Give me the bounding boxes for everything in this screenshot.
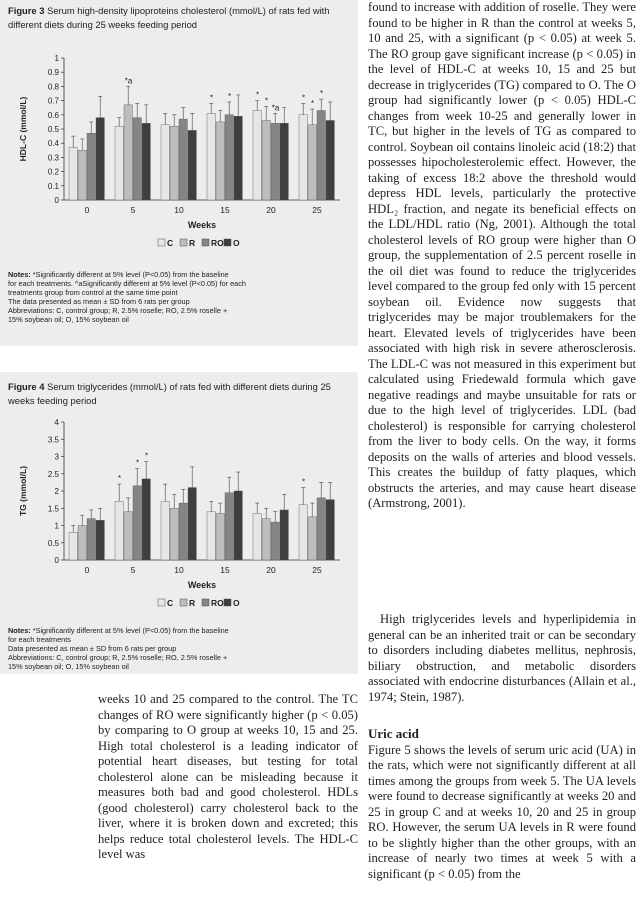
figure-3-note-line: The data presented as mean ± SD from 6 rats per group bbox=[8, 297, 190, 306]
y-tick-label: 0.3 bbox=[47, 153, 59, 163]
figure-4-caption bbox=[8, 380, 352, 408]
significance-marker: * bbox=[264, 96, 269, 106]
legend-swatch-c bbox=[158, 239, 165, 246]
y-tick-label: 1.5 bbox=[47, 504, 59, 514]
bar-ro bbox=[87, 519, 95, 560]
significance-marker: * bbox=[301, 93, 306, 103]
y-tick-label: 0.1 bbox=[47, 181, 59, 191]
bar-r bbox=[78, 526, 86, 561]
bar-r bbox=[170, 126, 178, 200]
significance-marker: * bbox=[310, 99, 315, 109]
x-tick-label: 10 bbox=[174, 205, 184, 215]
legend-swatch-c bbox=[158, 599, 165, 606]
tg-chart bbox=[0, 412, 358, 624]
bar-o bbox=[96, 520, 104, 560]
bar-ro bbox=[133, 118, 141, 200]
y-tick-label: 1 bbox=[54, 521, 59, 531]
legend-label: R bbox=[189, 598, 196, 608]
bar-ro bbox=[225, 493, 233, 560]
bar-c bbox=[299, 115, 307, 200]
figure-4-note-line: Data presented as mean ± SD from 6 rats per group bbox=[8, 644, 177, 653]
bar-o bbox=[188, 488, 196, 560]
bar-r bbox=[78, 150, 86, 200]
bar-c bbox=[207, 512, 215, 560]
legend-label: RO bbox=[211, 598, 224, 608]
figure-3-caption bbox=[8, 4, 352, 32]
bar-c bbox=[69, 147, 77, 200]
body-paragraph: weeks 10 and 25 compared to the control. The TC changes of RO were significantly higher (p < 0.05) by comparing to O group at weeks 10, 15 and 25. High total cholesterol is a leading indicator of potential heart diseases, but testing for total cholesterol alone can be misleading because it measures both bad and good cholesterol. HDLs (good cholesterol) carry cholesterol back to the liver, where it is broken down and excreted; this helps reduce total cholesterol levels. The HDL-C level was bbox=[98, 692, 358, 861]
legend-swatch-ro bbox=[202, 599, 209, 606]
bar-c bbox=[253, 111, 261, 200]
x-tick-label: 25 bbox=[312, 205, 322, 215]
figure-4-label: Figure 4 bbox=[8, 381, 45, 392]
significance-marker: * bbox=[227, 92, 232, 102]
x-axis-label: Weeks bbox=[187, 220, 217, 230]
right-column-lower bbox=[368, 612, 636, 705]
significance-marker: *a bbox=[124, 76, 133, 86]
figure-3-note-line: *Significantly different at 5% level (P<0.05) from the baseline bbox=[32, 270, 229, 279]
legend-label: RO bbox=[211, 238, 224, 248]
significance-marker: * bbox=[301, 477, 306, 487]
bar-o bbox=[234, 116, 242, 200]
figure-3 bbox=[0, 0, 358, 346]
figure-4-caption-text: Serum triglycerides (mmol/L) of rats fed with different diets during 25 weeks feeding period bbox=[8, 381, 331, 406]
significance-marker: * bbox=[144, 451, 149, 461]
figure-4 bbox=[0, 372, 358, 674]
figure-3-note-line: 15% soybean oil; O, 15% soybean oil bbox=[8, 315, 129, 324]
figure-4-note-line: 15% soybean oil; O, 15% soybean oil bbox=[8, 662, 129, 671]
bar-c bbox=[299, 505, 307, 560]
figure-4-notes-label: Notes: bbox=[8, 626, 31, 635]
bar-r bbox=[262, 120, 270, 200]
figure-3-notes bbox=[8, 270, 352, 324]
x-tick-label: 5 bbox=[130, 205, 136, 215]
bar-ro bbox=[87, 133, 95, 200]
bar-ro bbox=[317, 498, 325, 560]
x-axis-label: Weeks bbox=[187, 580, 217, 590]
bar-o bbox=[280, 510, 288, 560]
bar-r bbox=[308, 125, 316, 200]
legend-label: O bbox=[233, 238, 240, 248]
bar-c bbox=[253, 513, 261, 560]
bar-c bbox=[207, 113, 215, 200]
bar-r bbox=[216, 122, 224, 200]
uric-acid-section bbox=[368, 726, 636, 882]
y-tick-label: 4 bbox=[54, 418, 59, 427]
right-column bbox=[368, 0, 636, 512]
bar-o bbox=[188, 130, 196, 200]
x-tick-label: 25 bbox=[312, 565, 322, 575]
y-tick-label: 0.6 bbox=[47, 110, 59, 120]
legend-swatch-r bbox=[180, 599, 187, 606]
y-tick-label: 0.4 bbox=[47, 139, 59, 149]
x-tick-label: 20 bbox=[266, 205, 276, 215]
y-tick-label: 2.5 bbox=[47, 469, 59, 479]
significance-marker: *a bbox=[271, 103, 280, 113]
y-tick-label: 0.8 bbox=[47, 82, 59, 92]
bar-ro bbox=[271, 522, 279, 560]
significance-marker: * bbox=[117, 474, 122, 484]
x-tick-label: 0 bbox=[84, 205, 90, 215]
bar-r bbox=[124, 512, 132, 560]
bar-c bbox=[115, 126, 123, 200]
figure-4-note-line: *Significantly different at 5% level (P<0.05) from the baseline bbox=[32, 626, 229, 635]
legend-label: R bbox=[189, 238, 196, 248]
bar-ro bbox=[179, 503, 187, 560]
bar-o bbox=[326, 120, 334, 200]
x-tick-label: 5 bbox=[130, 565, 136, 575]
x-tick-label: 0 bbox=[84, 565, 90, 575]
bar-ro bbox=[317, 111, 325, 200]
legend-swatch-o bbox=[224, 599, 231, 606]
figure-4-note-line: Abbreviations: C, control group; R, 2.5% roselle; RO, 2.5% roselle + bbox=[8, 653, 228, 662]
bar-r bbox=[308, 517, 316, 560]
y-tick-label: 3 bbox=[54, 452, 59, 462]
body-paragraph: found to increase with addition of roselle. They were found to be higher in R than the control at weeks 5, 10 and 25, with a significant (p < 0.05) at week 5. The RO group gave significant increase (p < 0.05) in the level of HDL-C at weeks 10, 15 and 25 but decrease in triglycerides (TG) compared to O. The O group had significantly lower (p < 0.05) HDL-C changes from week 10-25 and generally lower in TC, but higher in the levels of TG as compared to control. Soybean oil contains linoleic acid (18:2) that possesses hipocholesterolemic effect. However, the taking of excess 18:2 above the threshold would depress HDL levels, particularly the protective HDL₂ fraction, and negate its beneficial effects on the LDL/HDL ratio (Ng, 2001). Although the total cholesterol levels of RO group were higher than O group, the supplementation of 2.5 percent roselle in the oil diet was found to reduce the triglycerides level compared to the group fed only with 15 percent soybean oil. Evidence now suggests that triglycerides may be major troublemakers for the heart. Elevated levels of triglycerides have been associated with high risk in severe atherosclerosis. The LDL-C was not measured in this experiment but calculated using Friedewald formula which gave negative readings and maybe unsuitable for rats or due to the high level of triglycerides. LDL (bad cholesterol) is responsible for carrying cholesterol from the liver to body cells. On the way, it forms deposits on the walls of arteries and blood vessels. This creates the buildup of fatty plaques, which obstructs the arteries, and may cause heart disease (Armstrong, 2001). bbox=[368, 0, 636, 510]
figure-4-note-line: for each treatments bbox=[8, 635, 71, 644]
y-axis-label: HDL-C (mmol/L) bbox=[18, 96, 28, 162]
bar-c bbox=[161, 125, 169, 200]
legend-label: C bbox=[167, 238, 174, 248]
y-tick-label: 0.2 bbox=[47, 167, 59, 177]
section-heading: Uric acid bbox=[368, 726, 419, 741]
y-tick-label: 0.9 bbox=[47, 68, 59, 78]
y-tick-label: 2 bbox=[54, 487, 59, 496]
figure-4-notes bbox=[8, 626, 352, 671]
bar-r bbox=[124, 105, 132, 200]
significance-marker: * bbox=[319, 89, 324, 99]
bar-c bbox=[115, 501, 123, 560]
figure-3-notes-label: Notes: bbox=[8, 270, 31, 279]
figure-3-caption-text: Serum high-density lipoproteins cholesterol (mmol/L) of rats fed with different diets during 25 weeks feeding period bbox=[8, 5, 330, 30]
figure-3-note-line: treatments group from control at the same time point bbox=[8, 288, 178, 297]
bar-ro bbox=[225, 115, 233, 200]
bar-o bbox=[280, 123, 288, 200]
y-tick-label: 0.5 bbox=[47, 538, 59, 548]
legend-swatch-o bbox=[224, 239, 231, 246]
legend-label: O bbox=[233, 598, 240, 608]
legend-swatch-r bbox=[180, 239, 187, 246]
y-tick-label: 1 bbox=[54, 54, 59, 63]
significance-marker: * bbox=[209, 93, 214, 103]
significance-marker: * bbox=[135, 458, 140, 468]
x-tick-label: 10 bbox=[174, 565, 184, 575]
y-tick-label: 3.5 bbox=[47, 435, 59, 445]
figure-3-note-line: for each treatments. ^aSignificantly different at 5% level (P<0.05) for each bbox=[8, 279, 246, 288]
bar-o bbox=[142, 479, 150, 560]
bar-r bbox=[216, 513, 224, 560]
bar-o bbox=[142, 123, 150, 200]
bar-o bbox=[96, 118, 104, 200]
x-tick-label: 20 bbox=[266, 565, 276, 575]
y-tick-label: 0.5 bbox=[47, 125, 59, 134]
bar-c bbox=[161, 501, 169, 560]
body-paragraph: Figure 5 shows the levels of serum uric acid (UA) in the rats, which were not significantly different at all times among the groups from week 5. The UA levels were found to decrease significantly at weeks 20 and 25 in group C and at weeks 10, 20 and 25 in group RO. However, the serum UA levels in R were found to be slightly higher than the other groups, with an increase of nearly two times at week 5 with a significant (p < 0.05) from the bbox=[368, 742, 636, 881]
bar-r bbox=[170, 508, 178, 560]
y-tick-label: 0 bbox=[54, 556, 59, 565]
bar-o bbox=[326, 500, 334, 560]
bar-ro bbox=[179, 119, 187, 200]
figure-3-label: Figure 3 bbox=[8, 5, 45, 16]
x-tick-label: 15 bbox=[220, 565, 230, 575]
legend-label: C bbox=[167, 598, 174, 608]
figure-3-note-line: Abbreviations: C, control group; R, 2.5% roselle; RO, 2.5% roselle + bbox=[8, 306, 228, 315]
legend-swatch-ro bbox=[202, 239, 209, 246]
y-axis-label: TG (mmol/L) bbox=[18, 465, 28, 517]
bar-ro bbox=[133, 486, 141, 560]
bar-c bbox=[69, 532, 77, 560]
bar-r bbox=[262, 519, 270, 560]
bottom-left-column bbox=[98, 692, 358, 863]
bar-o bbox=[234, 491, 242, 560]
significance-marker: * bbox=[255, 90, 260, 100]
x-tick-label: 15 bbox=[220, 205, 230, 215]
body-paragraph: High triglycerides levels and hyperlipidemia in general can be an inherited trait or can be secondary to disorders including diabetes mellitus, nephrosis, biliary obstruction, and metabolic disorders associated with endocrine disturbances (Allain et al., 1974; Stein, 1987). bbox=[368, 612, 636, 704]
bar-ro bbox=[271, 123, 279, 200]
y-tick-label: 0 bbox=[54, 196, 59, 205]
hdl-chart bbox=[0, 40, 358, 268]
y-tick-label: 0.7 bbox=[47, 96, 59, 106]
